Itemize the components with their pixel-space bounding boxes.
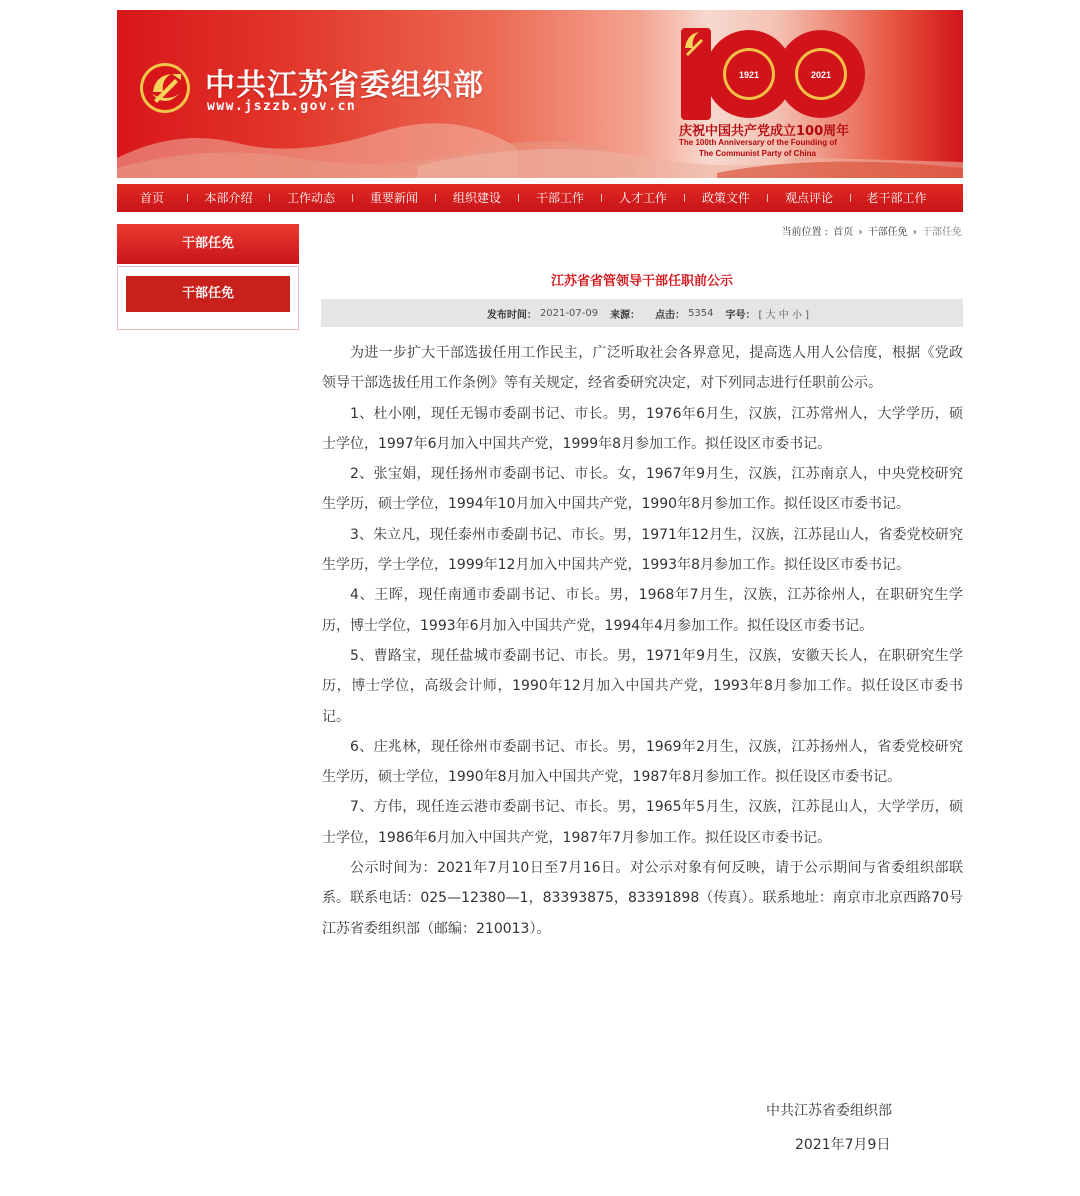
article-paragraph: 1、杜小刚，现任无锡市委副书记、市长。男，1976年6月生，汉族，江苏常州人，大学学历，硕士学位，1997年6月加入中国共产党，1999年8月参加工作。拟任设区市委书记。 <box>322 405 963 452</box>
anniversary-cn: 庆祝中国共产党成立100周年 <box>679 124 850 139</box>
breadcrumb-home[interactable]: 首页 <box>833 227 854 238</box>
article-paragraph: 5、曹路宝，现任盐城市委副书记、市长。男，1971年9月生，汉族，安徽天长人，在职研究生学历，博士学位，高级会计师，1990年12月加入中国共产党，1993年8月参加工作。拟任设区市委书记。 <box>322 647 963 725</box>
views-count: 5354 <box>688 307 714 319</box>
sidebar-heading: 干部任免 <box>117 224 299 264</box>
main-nav <box>117 184 963 212</box>
header-banner <box>117 10 963 178</box>
article-paragraph: 3、朱立凡，现任泰州市委副书记、市长。男，1971年12月生，汉族，江苏昆山人，省委党校研究生学历，学士学位，1999年12月加入中国共产党，1993年8月参加工作。拟任设区市委书记。 <box>322 526 963 574</box>
article-paragraph: 6、庄兆林，现任徐州市委副书记、市长。男，1969年2月生，汉族，江苏扬州人，省委党校研究生学历，硕士学位，1990年8月加入中国共产党，1987年8月参加工作。拟任设区市委书记。 <box>322 738 963 786</box>
font-size-label: 字号： <box>725 309 756 321</box>
views-label: 点击： <box>655 309 686 321</box>
article-paragraph: 7、方伟，现任连云港市委副书记、市长。男，1965年5月生，汉族，江苏昆山人，大学学历，硕士学位，1986年6月加入中国共产党，1987年7月参加工作。拟任设区市委书记。 <box>322 799 963 846</box>
article-title: 江苏省省管领导干部任职前公示 <box>550 274 733 289</box>
nav-opinion[interactable]: 观点评论 <box>784 191 833 205</box>
breadcrumb-current: 干部任免 <box>922 227 962 238</box>
year-1921: 1921 <box>738 70 760 80</box>
signature-date: 2021年7月9日 <box>795 1137 891 1153</box>
article-paragraph: 为进一步扩大干部选拔任用工作民主，广泛听取社会各界意见，提高选人用人公信度，根据《党政领导干部选拔任用工作条例》等有关规定，经省委研究决定，对下列同志进行任职前公示。 <box>322 345 963 392</box>
chevron-right-icon: › <box>858 227 863 238</box>
publish-date: 2021-07-09 <box>539 307 599 319</box>
article-paragraph: 公示时间为：2021年7月10日至7月16日。对公示对象有何反映，请于公示期间与省委组织部联系。联系电话：025—12380—1，83393875，83391898（传真）。联系地址：南京市北京西路70号江苏省委组织部（邮编：210013）。 <box>322 860 963 937</box>
nav-important-news[interactable]: 重要新闻 <box>369 191 418 205</box>
chevron-right-icon: › <box>912 227 917 238</box>
nav-about[interactable]: 本部介绍 <box>204 191 253 205</box>
nav-policy-docs[interactable]: 政策文件 <box>701 191 750 205</box>
site-title: 中共江苏省委组织部 <box>205 68 484 103</box>
signature-organization: 中共江苏省委组织部 <box>766 1103 892 1119</box>
article-paragraph: 2、张宝娟，现任扬州市委副书记、市长。女，1967年9月生，汉族，江苏南京人，中央党校研究生学历，硕士学位，1994年10月加入中国共产党，1990年8月参加工作。拟任设区市委书记。 <box>322 466 963 513</box>
nav-cadre-work[interactable]: 干部工作 <box>535 191 584 205</box>
breadcrumb-section[interactable]: 干部任免 <box>867 227 908 238</box>
nav-talent-work[interactable]: 人才工作 <box>618 191 667 205</box>
nav-home[interactable]: 首页 <box>139 191 164 205</box>
article-meta-bar <box>321 299 963 327</box>
site-url: www.jszzb.gov.cn <box>207 99 357 114</box>
centenary-100-logo <box>677 22 867 122</box>
publish-date-label: 发布时间： <box>486 309 537 321</box>
breadcrumb <box>781 223 964 238</box>
year-2021: 2021 <box>810 70 832 80</box>
font-size-switcher[interactable]: [ 大 中 小 ] <box>758 309 810 321</box>
source-label: 来源： <box>610 309 641 321</box>
breadcrumb-prefix: 当前位置 : <box>781 227 829 238</box>
nav-org-building[interactable]: 组织建设 <box>452 191 501 205</box>
nav-veteran-cadre[interactable]: 老干部工作 <box>866 191 927 205</box>
sidebar-menu <box>117 266 299 330</box>
nav-work-news[interactable]: 工作动态 <box>286 191 335 205</box>
article-body <box>322 338 963 944</box>
sidebar-item-cadre-appointment[interactable]: 干部任免 <box>126 276 290 312</box>
party-emblem-icon <box>139 62 191 114</box>
page-wrapper <box>117 10 963 1153</box>
anniversary-en-line2: The Communist Party of China <box>699 149 816 158</box>
anniversary-en-line1: The 100th Anniversary of the Founding of <box>679 138 837 147</box>
article-paragraph: 4、王晖，现任南通市委副书记、市长。男，1968年7月生，汉族，江苏徐州人，在职研究生学历，博士学位，1993年6月加入中国共产党，1994年4月参加工作。拟任设区市委书记。 <box>322 587 963 634</box>
